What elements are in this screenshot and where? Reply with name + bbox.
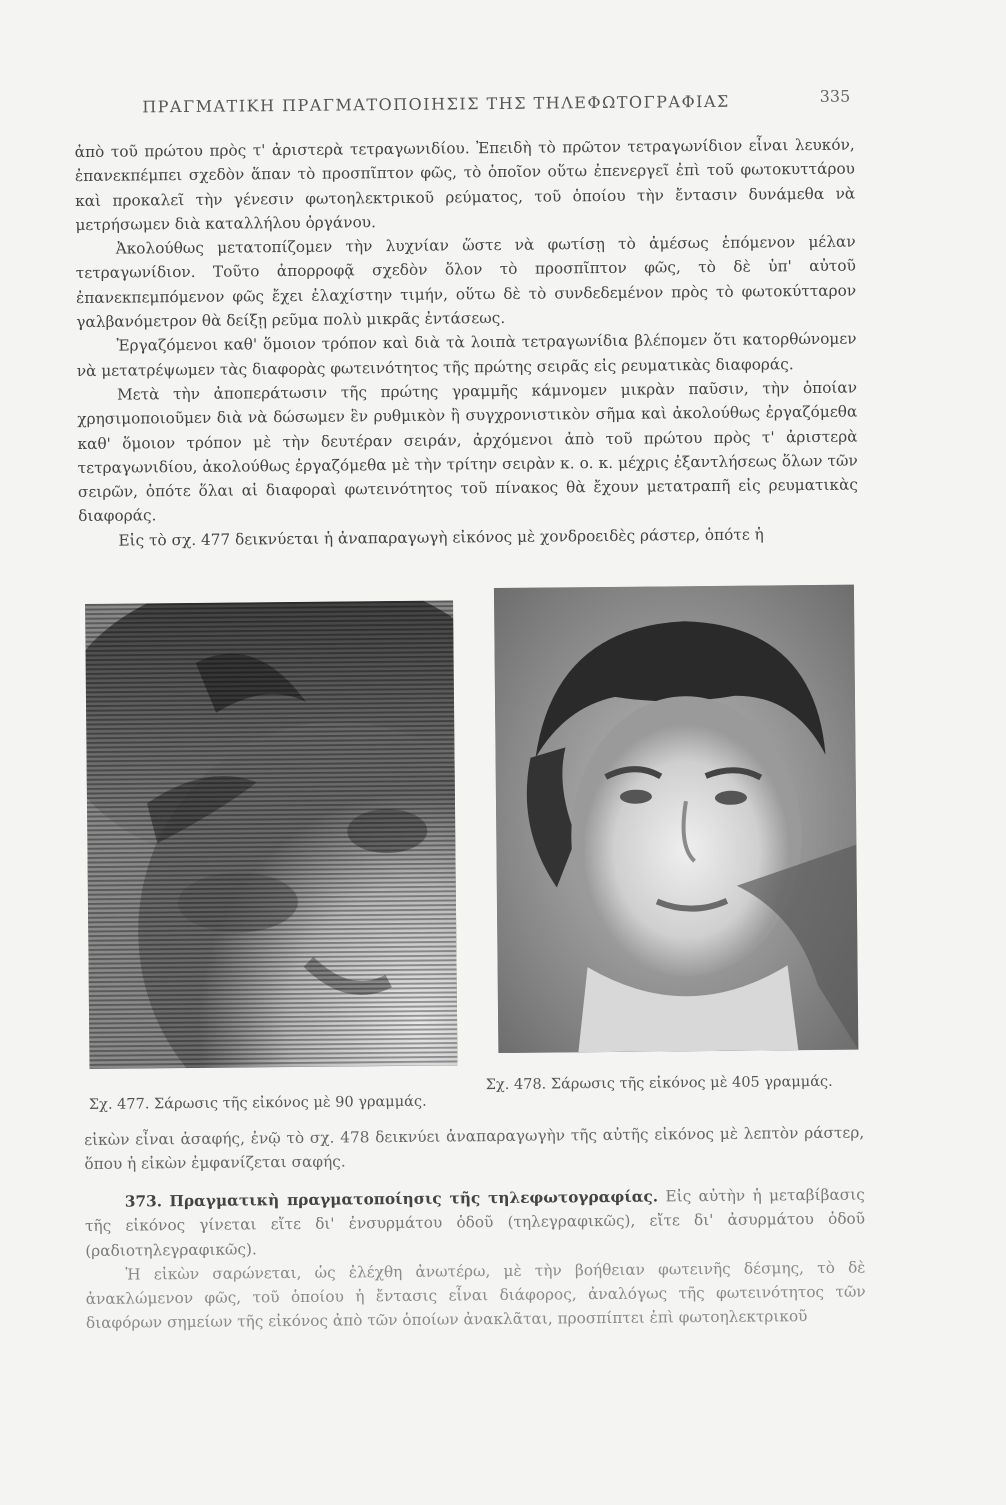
section-373 <box>85 1183 866 1336</box>
figure-477-caption: Σχ. 477. Σάρωσις τῆς εἰκόνος μὲ 90 γραμμάς. <box>88 1093 427 1113</box>
page-number: 335 <box>819 86 851 106</box>
paragraph: εἰκὼν εἶναι ἀσαφής, ἐνῷ τὸ σχ. 478 δεικνύει ἀναπαραγωγὴν τῆς αὐτῆς εἰκόνος μὲ λεπτὸν ράστερ, ὅπου ἡ εἰκὼν ἐμφανίζεται σαφής. <box>84 1123 865 1174</box>
paragraph: Μετὰ τὴν ἀποπεράτωσιν τῆς πρώτης γραμμῆς κάμνομεν μικρὰν παῦσιν, τὴν ὁποίαν χρησιμοποιοῦμεν διὰ νὰ δώσωμεν ἓν ρυθμικὸν ἢ συγχρονιστικὸν σῆμα καὶ ἀκολούθως ἐργαζόμεθα καθ' ὅμοιον τρόπον μὲ τὴν δευτέραν σειράν, ἀρχόμενοι ἀπὸ τοῦ πρώτου πρὸς τ' ἀριστερὰ τετραγωνιδίου, ἀκολούθως ἐργαζόμεθα μὲ τὴν τρίτην σειρὰν κ. ο. κ. μέχρις ἐξαντλήσεως ὅλων τῶν σειρῶν, ὁπότε ὅλαι αἱ διαφοραὶ φωτεινότητος τοῦ πίνακος θὰ ἔχουν μετατραπῆ εἰς ρευματικὰς διαφοράς. <box>77 378 859 526</box>
figure-477-coarse-portrait <box>85 600 457 1069</box>
section-text: Εἰς αὐτὴν ἡ μεταβίβασις τῆς εἰκόνος γίνεται εἴτε δι' ἐνσυρμάτου ὁδοῦ (τηλεγραφικῶς), εἴτε δι' ἀσυρμάτου ὁδοῦ (ραδιοτηλεγραφικῶς). <box>84 1185 866 1260</box>
section-number: 373. <box>124 1192 163 1211</box>
figure-478-fine-portrait <box>494 585 858 1053</box>
paragraph: Ἡ εἰκὼν σαρώνεται, ὡς ἐλέχθη ἀνωτέρω, μὲ τὴν βοήθειαν φωτεινῆς δέσμης, τὸ δὲ ἀνακλώμενον φῶς, τοῦ ὁποίου ἡ ἔντασις εἶναι διάφορος, ἀναλόγως τῆς φωτεινότητος τῶν διαφόρων σημείων τῆς εἰκόνος ἀπὸ τῶν ὁποίων ἀνακλᾶται, προσπίπτει ἐπὶ φωτοηλεκτρικοῦ <box>85 1258 866 1333</box>
body-text-after-figures <box>84 1121 864 1177</box>
paragraph: Εἰς τὸ σχ. 477 δεικνύεται ἡ ἀναπαραγωγὴ εἰκόνος μὲ χονδροειδὲς ράστερ, ὁπότε ἡ <box>118 525 764 550</box>
section-heading: Πραγματικὴ πραγματοποίησις τῆς τηλεφωτογραφίας. <box>169 1187 659 1211</box>
paragraph: Ἀκολούθως μετατοπίζομεν τὴν λυχνίαν ὥστε νὰ φωτίσῃ τὸ ἀμέσως ἑπόμενον μέλαν τετραγωνίδιον. Τοῦτο ἀπορροφᾷ σχεδὸν ὅλον τὸ προσπῖπτον φῶς, τὸ δὲ ὑπ' αὐτοῦ ἐπανεκπεμπόμενον φῶς ἔχει ἐλαχίστην τιμήν, οὕτω δὲ τὸ συνδεδεμένον πρὸς τὸ φωτοκύτταρον γαλβανόμετρον θὰ δείξῃ ρεῦμα πολὺ μικρᾶς ἐντάσεως. <box>75 232 857 332</box>
running-head: ΠΡΑΓΜΑΤΙΚΗ ΠΡΑΓΜΑΤΟΠΟΙΗΣΙΣ ΤΗΣ ΤΗΛΕΦΩΤΟΓΡΑΦΙΑΣ <box>142 91 730 117</box>
body-text-top <box>75 133 859 554</box>
figure-478-caption: Σχ. 478. Σάρωσις τῆς εἰκόνος μὲ 405 γραμμάς. <box>485 1073 833 1094</box>
paragraph: Ἐργαζόμενοι καθ' ὅμοιον τρόπον καὶ διὰ τὰ λοιπὰ τετραγωνίδια βλέπομεν ὅτι κατορθώνομεν νὰ μετατρέψωμεν τὰς διαφορὰς φωτεινότητος τῆς πρώτης σειρᾶς εἰς ρευματικὰς διαφοράς. <box>76 329 857 380</box>
paragraph: ἀπὸ τοῦ πρώτου πρὸς τ' ἀριστερὰ τετραγωνιδίου. Ἐπειδὴ τὸ πρῶτον τετραγωνίδιον εἶναι λευκόν, ἐπανεκπέμπει σχεδὸν ἅπαν τὸ προσπῖπτον φῶς, τὸ ὁποῖον οὕτω ἐπενεργεῖ ἐπὶ τοῦ φωτοκυττάρου καὶ προκαλεῖ τὴν γένεσιν φωτοηλεκτρικοῦ ρεύματος, τοῦ ὁποίου τὴν ἔντασιν δυνάμεθα νὰ μετρήσωμεν διὰ καταλλήλου ὀργάνου. <box>74 135 856 234</box>
